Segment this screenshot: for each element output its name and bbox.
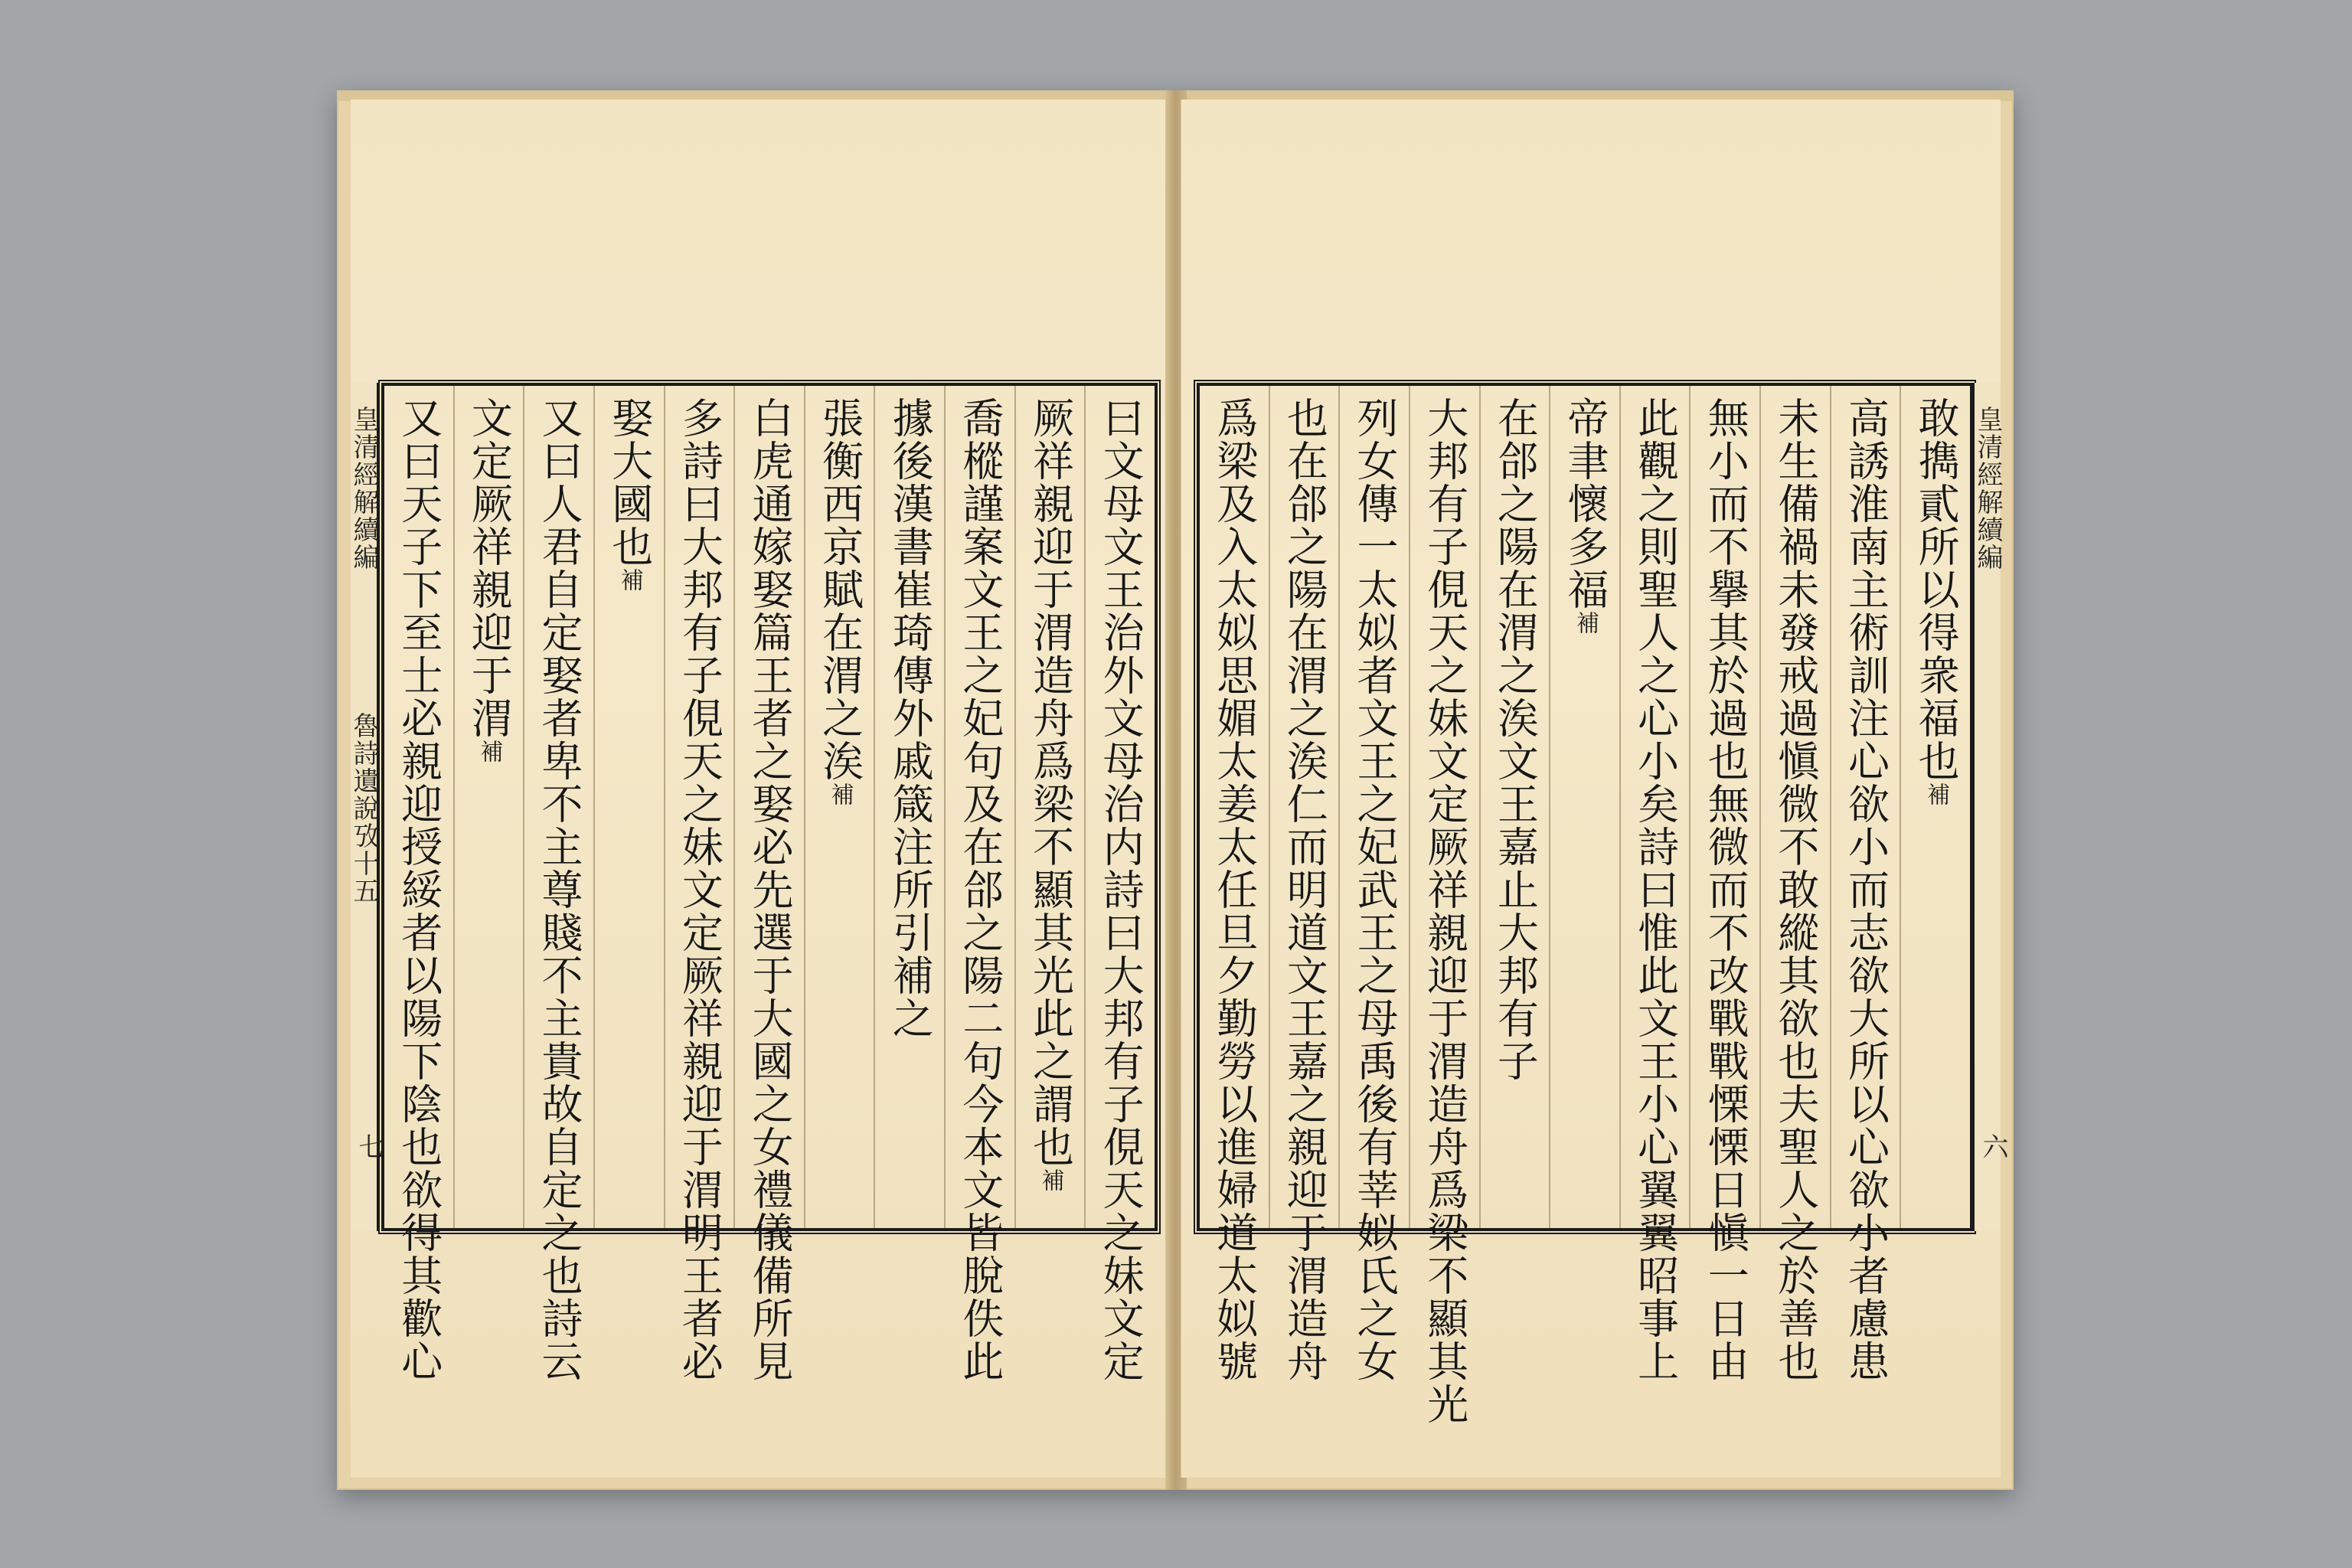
column-text: 帝聿懷多福 bbox=[1560, 397, 1609, 611]
left-column-4 bbox=[874, 386, 944, 1228]
column-text: 高誘淮南主術訓注心欲小而志欲大所以心欲小者慮患 bbox=[1841, 397, 1890, 1383]
right-column-10 bbox=[1269, 386, 1339, 1383]
banxin-title: 皇清經解續編 bbox=[1972, 406, 2003, 571]
left-column-7 bbox=[664, 386, 734, 1383]
left-text-frame bbox=[381, 383, 1158, 1383]
right-column-3 bbox=[1759, 386, 1830, 1383]
column-note: 補 bbox=[1571, 611, 1599, 635]
column-text: 白虎通嫁娶篇王者之娶必先選于大國之女禮儀備所見 bbox=[745, 397, 794, 1383]
page-number: 六 bbox=[1978, 1133, 2008, 1159]
column-note: 補 bbox=[1922, 782, 1950, 807]
right-column-9 bbox=[1338, 386, 1409, 1383]
column-text: 又曰人君自定娶者卑不主尊賤不主貴故自定之也詩云 bbox=[535, 397, 584, 1383]
column-text: 也在郃之陽在渭之涘仁而明道文王嘉之親迎于渭造舟 bbox=[1280, 397, 1329, 1383]
left-column-9 bbox=[523, 386, 593, 1383]
left-column-8 bbox=[593, 386, 664, 1228]
left-column-3 bbox=[944, 386, 1014, 1383]
left-page bbox=[348, 100, 1171, 1478]
column-text: 此觀之則聖人之心小矣詩曰惟此文王小心翼翼昭事上 bbox=[1631, 397, 1680, 1383]
left-column-1 bbox=[1084, 386, 1155, 1383]
right-column-4 bbox=[1689, 386, 1759, 1383]
column-text: 大邦有子俔天之妹文定厥祥親迎于渭造舟爲梁不顯其光 bbox=[1420, 397, 1469, 1426]
column-text: 厥祥親迎于渭造舟爲梁不顯其光此之謂也 bbox=[1026, 397, 1075, 1168]
left-column-11 bbox=[384, 386, 453, 1383]
column-text: 喬樅謹案文王之妃句及在郃之陽二句今本文皆脫佚此 bbox=[956, 397, 1004, 1383]
right-column-6 bbox=[1549, 386, 1619, 1228]
open-book bbox=[337, 90, 2014, 1490]
column-text: 張衡西京賦在渭之涘 bbox=[815, 397, 864, 782]
banxin-title: 皇清經解續編 bbox=[348, 406, 379, 571]
column-text: 據後漢書崔琦傳外戚箴注所引補之 bbox=[886, 397, 935, 1040]
column-note: 補 bbox=[475, 740, 503, 764]
left-columns bbox=[384, 386, 1155, 1383]
column-text: 未生備禍未發戒過愼微不敢縱其欲也夫聖人之於善也 bbox=[1771, 397, 1820, 1383]
column-note: 補 bbox=[616, 568, 643, 593]
right-text-frame bbox=[1197, 383, 1973, 1426]
left-column-5 bbox=[804, 386, 874, 1228]
right-columns bbox=[1200, 386, 1970, 1426]
column-text: 無小而不擧其於過也無微而不改戰戰慄慄日愼一日由 bbox=[1701, 397, 1750, 1383]
right-column-5 bbox=[1619, 386, 1690, 1383]
right-page-margin-strip bbox=[1971, 383, 2008, 1231]
column-text: 又曰天子下至士必親迎授綏者以陽下陰也欲得其歡心 bbox=[394, 397, 443, 1383]
column-note: 補 bbox=[1037, 1168, 1064, 1193]
left-column-6 bbox=[733, 386, 804, 1383]
column-note: 補 bbox=[826, 782, 854, 807]
left-column-2 bbox=[1014, 386, 1085, 1228]
column-text: 多詩曰大邦有子俔天之妹文定厥祥親迎于渭明王者必 bbox=[675, 397, 724, 1383]
column-text: 曰文母文王治外文母治内詩曰大邦有子俔天之妹文定 bbox=[1096, 397, 1145, 1383]
column-text: 列女傳一太姒者文王之妃武王之母禹後有莘姒氏之女 bbox=[1351, 397, 1400, 1383]
column-text: 娶大國也 bbox=[605, 397, 654, 568]
column-text: 在郃之陽在渭之涘文王嘉止大邦有子 bbox=[1491, 397, 1540, 1083]
right-column-11 bbox=[1200, 386, 1269, 1383]
right-column-7 bbox=[1479, 386, 1550, 1228]
column-text: 文定厥祥親迎于渭 bbox=[465, 397, 514, 740]
right-column-8 bbox=[1409, 386, 1479, 1426]
page-number: 七 bbox=[354, 1133, 384, 1159]
column-text: 爲梁及入太姒思媚太姜太任旦夕勤勞以進婦道太姒號 bbox=[1210, 397, 1259, 1383]
right-page bbox=[1181, 100, 2008, 1478]
left-column-10 bbox=[453, 386, 524, 1228]
right-column-1 bbox=[1900, 386, 1970, 1228]
banxin-subtitle: 魯詩遺說攷十五 bbox=[348, 712, 379, 905]
column-text: 敢擕貳所以得衆福也 bbox=[1912, 397, 1961, 782]
right-column-2 bbox=[1830, 386, 1900, 1383]
left-page-margin-strip bbox=[348, 383, 384, 1231]
